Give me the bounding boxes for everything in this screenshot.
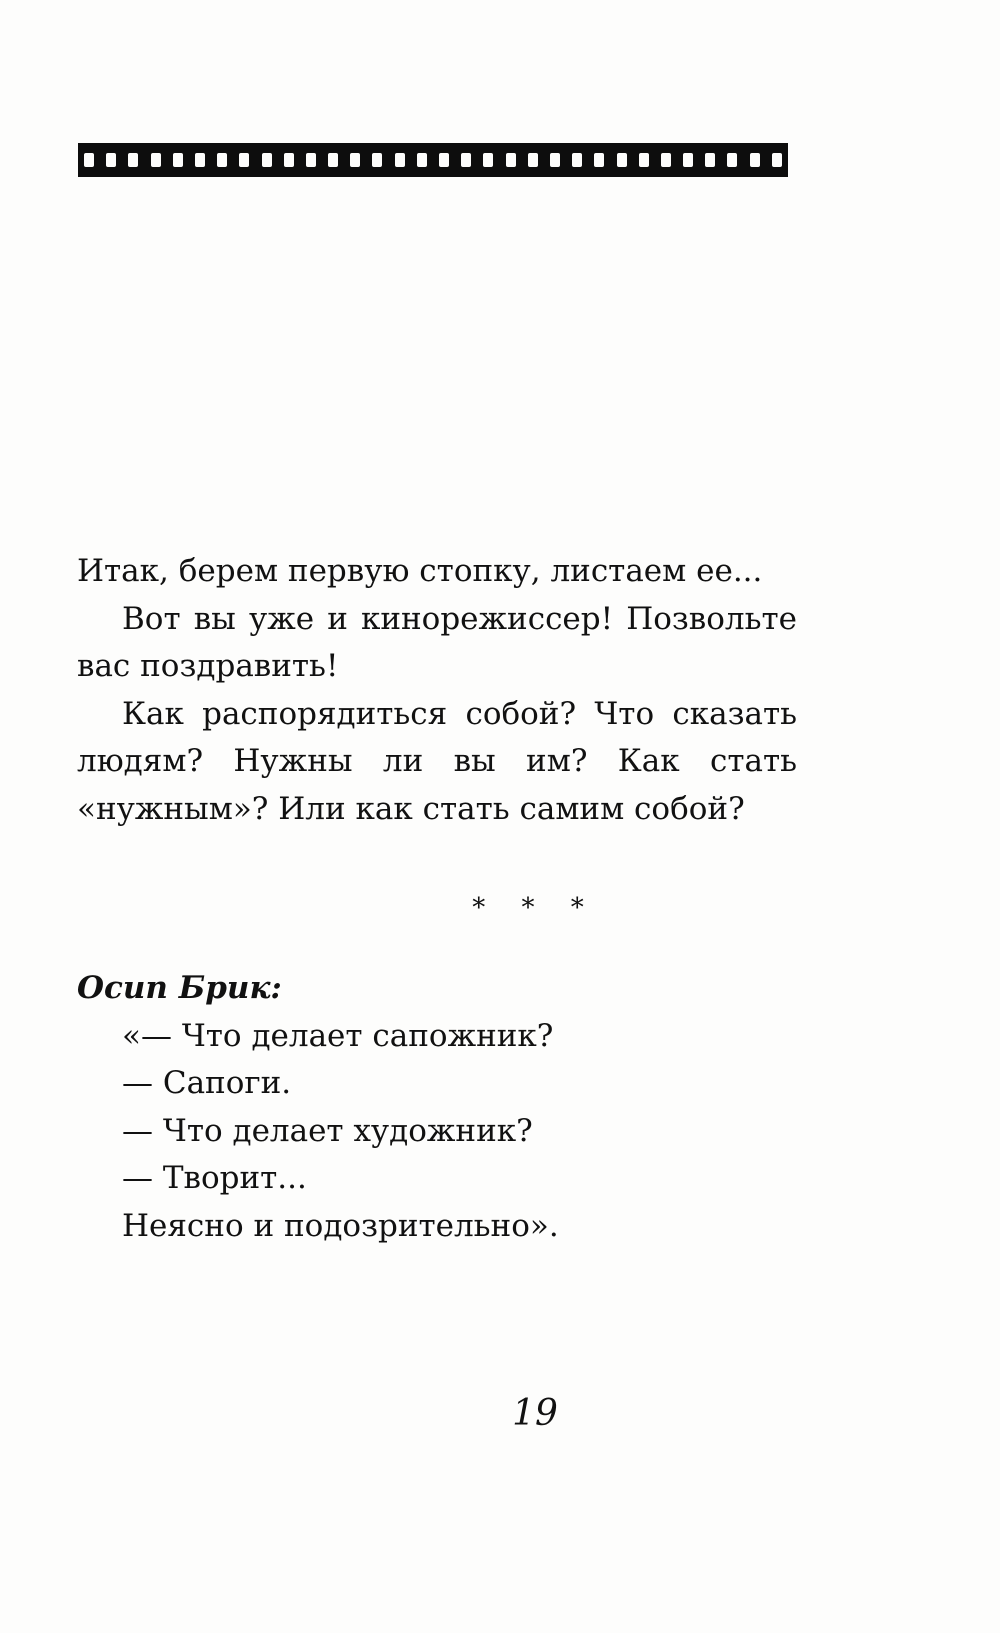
film-hole — [727, 153, 737, 167]
film-hole — [572, 153, 582, 167]
film-hole — [262, 153, 272, 167]
paragraph-2: Вот вы уже и кинорежиссер! Позвольте вас поздравить! — [77, 600, 797, 684]
film-hole — [106, 153, 116, 167]
paragraph-3: Как распорядиться собой? Что сказать людям? Нужны ли вы им? Как стать «нужным»? Или как стать самим собой? — [77, 695, 797, 827]
film-hole — [705, 153, 715, 167]
film-strip-decoration — [78, 143, 788, 177]
film-hole — [550, 153, 560, 167]
film-hole — [372, 153, 382, 167]
film-hole — [350, 153, 360, 167]
film-hole — [461, 153, 471, 167]
section-separator: * * * — [472, 893, 598, 923]
film-hole — [683, 153, 693, 167]
film-hole — [284, 153, 294, 167]
film-hole — [195, 153, 205, 167]
film-hole — [151, 153, 161, 167]
film-hole — [173, 153, 183, 167]
film-hole — [750, 153, 760, 167]
film-hole — [661, 153, 671, 167]
quote-line: «— Что делает сапожник? — [122, 1017, 554, 1054]
film-hole — [84, 153, 94, 167]
film-hole — [239, 153, 249, 167]
main-text — [77, 548, 797, 833]
film-hole — [772, 153, 782, 167]
film-hole — [594, 153, 604, 167]
film-hole — [417, 153, 427, 167]
quote-line: Неясно и подозрительно». — [122, 1207, 559, 1244]
film-hole — [483, 153, 493, 167]
film-hole — [328, 153, 338, 167]
page-number: 19 — [512, 1393, 558, 1434]
quote-line: — Творит... — [122, 1160, 307, 1196]
film-hole — [439, 153, 449, 167]
film-hole — [528, 153, 538, 167]
quote-author: Осип Брик: — [77, 970, 282, 1006]
quote-block — [77, 965, 797, 1250]
film-hole — [395, 153, 405, 167]
film-hole — [128, 153, 138, 167]
film-hole — [306, 153, 316, 167]
quote-line: — Сапоги. — [122, 1065, 292, 1101]
paragraph-1: Итак, берем первую стопку, листаем ее... — [77, 553, 763, 589]
quote-line: — Что делает художник? — [122, 1112, 533, 1149]
film-hole — [217, 153, 227, 167]
film-hole — [506, 153, 516, 167]
film-hole — [639, 153, 649, 167]
film-hole — [617, 153, 627, 167]
